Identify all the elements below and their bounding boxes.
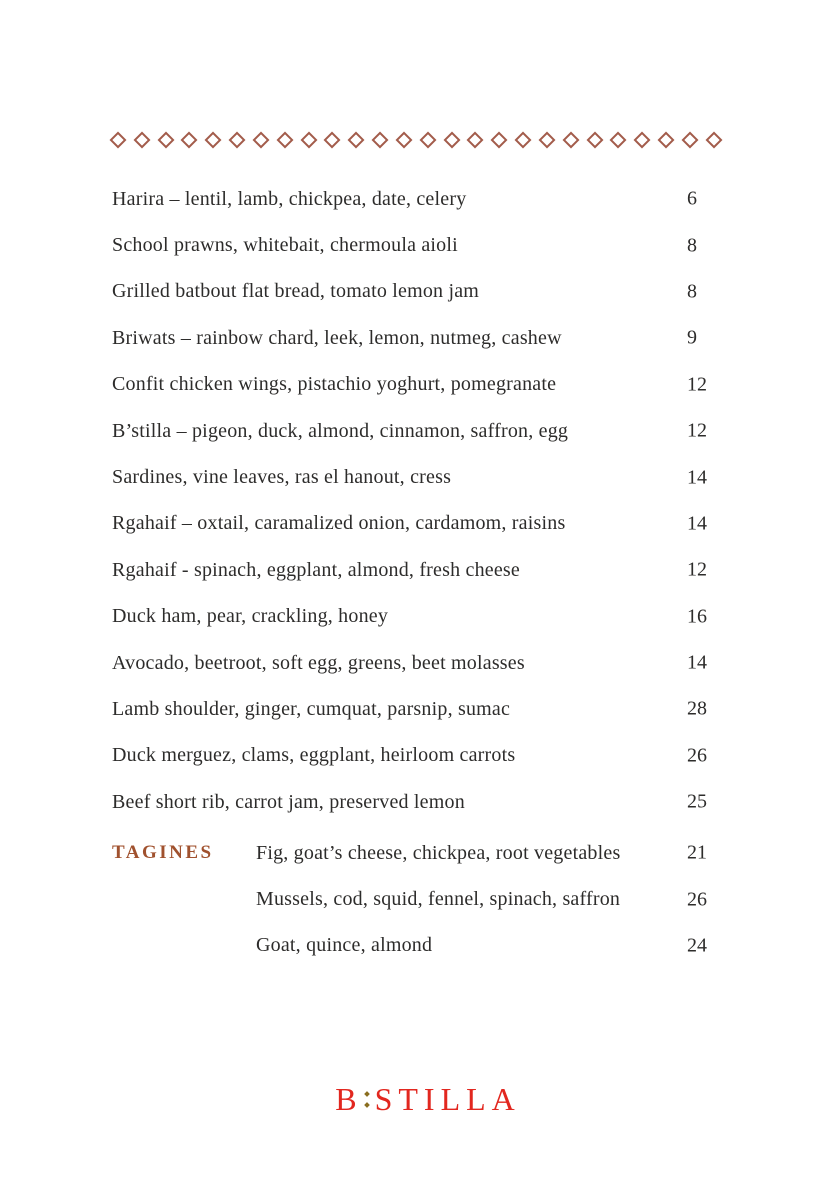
menu-item-row bbox=[112, 779, 720, 825]
logo-letter-b: B bbox=[335, 1081, 363, 1117]
diamond-icon bbox=[324, 132, 341, 149]
logo-colon-icon bbox=[365, 1087, 369, 1111]
menu-item-price: 6 bbox=[687, 187, 697, 210]
tagine-item-row bbox=[256, 923, 720, 969]
diamond-icon bbox=[705, 132, 722, 149]
diamond-icon bbox=[610, 132, 627, 149]
menu-item-row bbox=[112, 315, 720, 361]
diamond-icon bbox=[491, 132, 508, 149]
tagine-item-row bbox=[256, 830, 720, 876]
menu-item-price: 12 bbox=[687, 373, 707, 396]
logo-letters-stilla: STILLA bbox=[374, 1081, 521, 1117]
menu-item-price: 9 bbox=[687, 326, 697, 349]
menu-item-name: School prawns, whitebait, chermoula aioli bbox=[112, 234, 458, 257]
menu-item-price: 12 bbox=[687, 419, 707, 442]
tagine-item-row bbox=[256, 876, 720, 922]
diamond-icon bbox=[372, 132, 389, 149]
menu-item-row bbox=[112, 454, 720, 500]
tagines-section bbox=[112, 830, 720, 969]
diamond-icon bbox=[467, 132, 484, 149]
diamond-icon bbox=[157, 132, 174, 149]
menu-item-name: Duck ham, pear, crackling, honey bbox=[112, 605, 389, 628]
menu-item-name: Sardines, vine leaves, ras el hanout, cress bbox=[112, 466, 452, 489]
menu-item-name: Duck merguez, clams, eggplant, heirloom carrots bbox=[112, 744, 516, 767]
tagines-item-list bbox=[256, 830, 720, 969]
tagine-item-name: Goat, quince, almond bbox=[256, 934, 433, 957]
menu-item-price: 25 bbox=[687, 790, 707, 813]
diamond-icon bbox=[110, 132, 127, 149]
menu-item-row bbox=[112, 594, 720, 640]
menu-item-name: Avocado, beetroot, soft egg, greens, beet molasses bbox=[112, 651, 525, 674]
diamond-icon bbox=[276, 132, 293, 149]
menu-item-price: 16 bbox=[687, 605, 707, 628]
menu-item-price: 14 bbox=[687, 651, 707, 674]
tagine-item-name: Mussels, cod, squid, fennel, spinach, saffron bbox=[256, 888, 621, 911]
diamond-icon bbox=[538, 132, 555, 149]
menu-item-price: 12 bbox=[687, 558, 707, 581]
menu-item-price: 8 bbox=[687, 234, 697, 257]
menu-item-name: Harira – lentil, lamb, chickpea, date, celery bbox=[112, 187, 467, 210]
diamond-icon bbox=[395, 132, 412, 149]
diamond-icon bbox=[586, 132, 603, 149]
menu-item-name: Rgahaif - spinach, eggplant, almond, fresh cheese bbox=[112, 558, 520, 581]
menu-item-name: Briwats – rainbow chard, leek, lemon, nutmeg, cashew bbox=[112, 326, 562, 349]
menu-item-row bbox=[112, 501, 720, 547]
tagine-item-price: 24 bbox=[687, 934, 707, 957]
diamond-icon bbox=[348, 132, 365, 149]
menu-item-row bbox=[112, 640, 720, 686]
menu-list bbox=[112, 176, 720, 825]
diamond-icon bbox=[419, 132, 436, 149]
diamond-icon bbox=[681, 132, 698, 149]
tagines-section-label: TAGINES bbox=[112, 842, 214, 864]
diamond-icon bbox=[634, 132, 651, 149]
menu-item-row bbox=[112, 547, 720, 593]
diamond-icon bbox=[181, 132, 198, 149]
menu-item-row bbox=[112, 362, 720, 408]
menu-item-name: Grilled batbout flat bread, tomato lemon jam bbox=[112, 280, 480, 303]
menu-item-price: 26 bbox=[687, 744, 707, 767]
diamond-icon bbox=[252, 132, 269, 149]
menu-item-price: 14 bbox=[687, 512, 707, 535]
restaurant-logo bbox=[0, 1083, 840, 1115]
diamond-icon bbox=[229, 132, 246, 149]
menu-item-row bbox=[112, 408, 720, 454]
diamond-icon bbox=[515, 132, 532, 149]
diamond-ornament-row bbox=[112, 130, 720, 150]
menu-item-price: 8 bbox=[687, 280, 697, 303]
diamond-icon bbox=[562, 132, 579, 149]
diamond-icon bbox=[443, 132, 460, 149]
menu-item-row bbox=[112, 176, 720, 222]
menu-item-name: B’stilla – pigeon, duck, almond, cinnamon, saffron, egg bbox=[112, 419, 569, 442]
tagine-item-price: 26 bbox=[687, 888, 707, 911]
tagine-item-name: Fig, goat’s cheese, chickpea, root vegetables bbox=[256, 841, 621, 864]
menu-item-row bbox=[112, 686, 720, 732]
restaurant-logo-wordmark bbox=[335, 1083, 521, 1115]
tagine-item-price: 21 bbox=[687, 841, 707, 864]
menu-item-price: 28 bbox=[687, 697, 707, 720]
menu-item-name: Confit chicken wings, pistachio yoghurt, pomegranate bbox=[112, 373, 557, 396]
diamond-icon bbox=[205, 132, 222, 149]
menu-item-name: Beef short rib, carrot jam, preserved lemon bbox=[112, 790, 465, 813]
diamond-icon bbox=[133, 132, 150, 149]
menu-item-row bbox=[112, 269, 720, 315]
menu-item-row bbox=[112, 222, 720, 268]
menu-item-name: Rgahaif – oxtail, caramalized onion, cardamom, raisins bbox=[112, 512, 566, 535]
menu-item-price: 14 bbox=[687, 466, 707, 489]
diamond-icon bbox=[300, 132, 317, 149]
menu-item-name: Lamb shoulder, ginger, cumquat, parsnip, sumac bbox=[112, 697, 511, 720]
menu-item-row bbox=[112, 733, 720, 779]
diamond-icon bbox=[658, 132, 675, 149]
